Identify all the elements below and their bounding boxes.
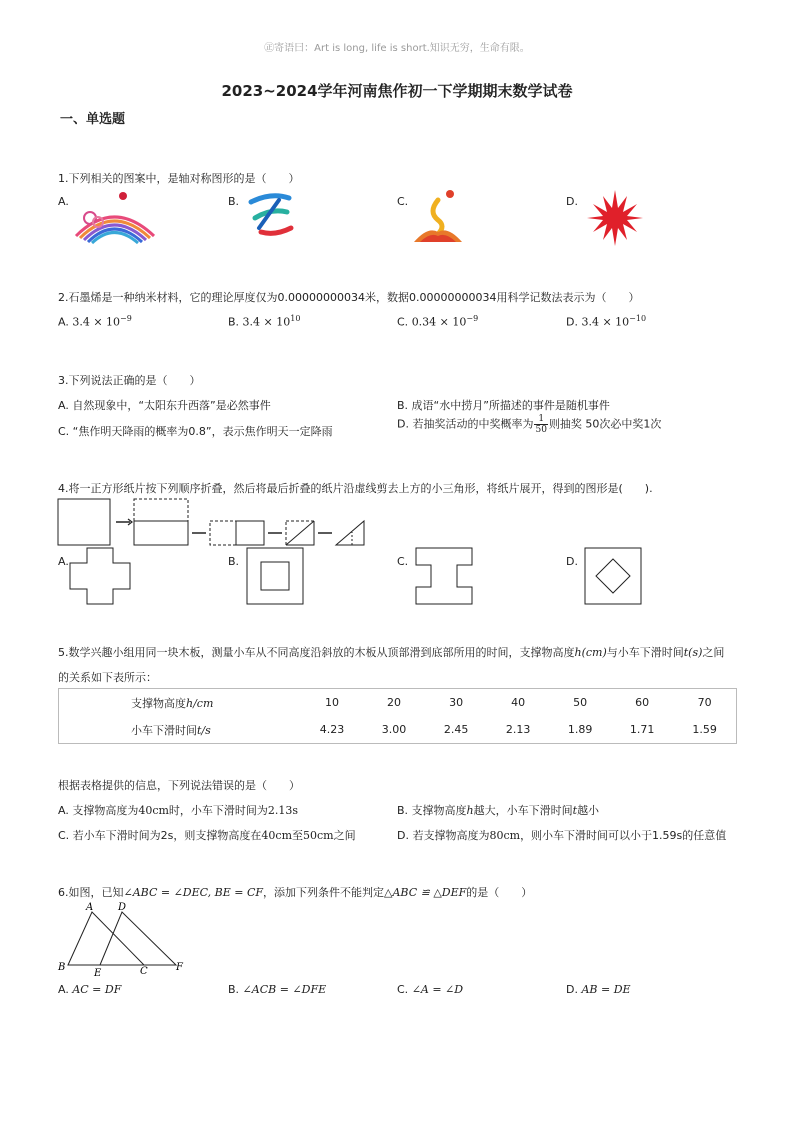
table-cell: 1.89 xyxy=(567,723,593,736)
q5-option-a[interactable] xyxy=(58,802,298,818)
q5-option-b[interactable] xyxy=(397,802,599,818)
option-label: C. xyxy=(397,983,409,996)
q4-option-b-square-frame-shape xyxy=(246,547,304,605)
q2-option-a-exp: −9 xyxy=(120,314,132,323)
table-cell: 2.13 xyxy=(505,723,531,736)
fig-label-d: D xyxy=(118,902,127,913)
q2-option-a-label: A. xyxy=(58,315,69,329)
q2-option-b-label: B. xyxy=(228,315,240,329)
option-text: 时，小车下滑时间为 xyxy=(168,804,268,817)
option-math: 50cm xyxy=(303,829,334,842)
option-text: B. 支撑物高度 xyxy=(397,804,467,817)
page-title: 2023~2024学年河南焦作初一下学期期末数学试卷 xyxy=(221,82,573,100)
table-cell: 50 xyxy=(573,696,588,709)
q4-option-d-diamond-in-square-shape xyxy=(584,547,642,605)
row-label-text: 小车下滑时间 xyxy=(131,723,197,737)
table-row xyxy=(59,689,737,717)
q5-h-unit: h(cm) xyxy=(574,646,607,659)
q3-option-d-suffix: 则抽奖 50次必中奖1次 xyxy=(548,417,662,431)
q2-option-c-base: 0.34 × 10 xyxy=(411,315,467,329)
stem-text: ，添加下列条件不能判定 xyxy=(263,886,385,899)
q4-option-c-label[interactable]: C. xyxy=(397,555,409,568)
table-cell: 60 xyxy=(635,696,650,709)
row-label-text: 支撑物高度 xyxy=(131,696,186,710)
option-label: B. xyxy=(228,983,240,996)
stem-text: 的是（ ） xyxy=(466,886,533,899)
q6-triangle-figure xyxy=(56,900,190,980)
q5-stem-suffix: 之间 xyxy=(702,646,725,659)
q5-question: 根据表格提供的信息，下列说法错误的是（ ） xyxy=(58,779,300,792)
fig-label-c: C xyxy=(140,966,148,977)
q5-stem-middle: 与小车下滑时间 xyxy=(606,646,684,659)
q1-stem: 1.下列相关的图案中，是轴对称图形的是（ ） xyxy=(58,172,300,185)
table-cell: 70 xyxy=(697,696,712,709)
stem-math: △ABC ≌ △DEF xyxy=(384,886,467,899)
option-label: D. xyxy=(566,983,578,996)
option-text: ，则小车下滑时间可以小于1.59s的任意值 xyxy=(520,829,727,842)
q4-option-b-label[interactable]: B. xyxy=(228,555,240,568)
row-label-unit: h/cm xyxy=(186,696,214,710)
option-text: C. 若小车下滑时间为2s，则支撑物高度在 xyxy=(58,829,262,842)
option-math: t xyxy=(572,804,578,817)
q2-option-c[interactable] xyxy=(397,314,478,329)
q1-option-b-label[interactable]: B. xyxy=(228,195,240,208)
option-math: 40cm xyxy=(138,804,169,817)
fig-label-f: F xyxy=(176,962,183,973)
q6-stem xyxy=(58,884,532,900)
q4-option-c-i-beam-shape xyxy=(415,547,473,605)
table-header-height xyxy=(59,689,302,717)
q1-image-c-torch-logo xyxy=(410,186,466,244)
fig-label-b: B xyxy=(58,962,66,973)
q2-option-a[interactable] xyxy=(58,314,132,329)
table-cell: 1.71 xyxy=(629,723,655,736)
q5-option-d[interactable] xyxy=(397,827,726,843)
table-cell: 1.59 xyxy=(692,723,717,736)
option-math: AB = DE xyxy=(581,983,631,996)
table-cell: 20 xyxy=(387,696,402,709)
q1-image-b-winter-logo xyxy=(243,188,297,242)
option-text: D. 若支撑物高度为 xyxy=(397,829,490,842)
option-text: A. 支撑物高度为 xyxy=(58,804,139,817)
table-cell: 3.00 xyxy=(381,723,407,736)
watermark: ㊣寄语曰：Art is long, life is short.知识无穷，生命有限。 xyxy=(264,43,530,54)
fraction-denominator: 50 xyxy=(535,425,547,435)
q1-option-c-label[interactable]: C. xyxy=(397,195,409,208)
option-math: 80cm xyxy=(489,829,521,842)
q5-data-table xyxy=(58,688,737,744)
q2-option-d[interactable] xyxy=(566,314,646,329)
q4-folding-steps-figure xyxy=(56,496,376,548)
option-text: 越大，小车下滑时间 xyxy=(473,804,573,817)
table-header-time xyxy=(59,716,302,744)
option-math: h xyxy=(466,804,474,817)
q3-option-c[interactable]: C. “焦作明天降雨的概率为0.8”，表示焦作明天一定降雨 xyxy=(58,425,333,438)
stem-math: ∠ABC = ∠DEC, BE = CF xyxy=(123,886,264,899)
option-text: 至 xyxy=(292,829,303,842)
q3-option-b[interactable]: B. 成语“水中捞月”所描述的事件是随机事件 xyxy=(397,399,610,412)
q1-option-d-label[interactable]: D. xyxy=(566,195,578,208)
q2-option-b-exp: 10 xyxy=(290,314,301,323)
table-cell: 4.23 xyxy=(319,723,345,736)
q2-option-d-label: D. xyxy=(566,315,578,329)
q2-option-d-base: 3.4 × 10 xyxy=(581,315,630,329)
q1-image-d-red-star xyxy=(585,188,645,248)
q4-stem: 4.将一正方形纸片按下列顺序折叠，然后将最后折叠的纸片沿虚线剪去上方的小三角形，将纸片展开，得到的图形是( ). xyxy=(58,482,653,495)
fig-label-a: A xyxy=(86,902,94,913)
q6-option-b[interactable] xyxy=(228,983,326,996)
option-label: A. xyxy=(58,983,69,996)
q4-option-d-label[interactable]: D. xyxy=(566,555,578,568)
q1-image-a-rainbow-logo xyxy=(70,188,160,246)
row-label-unit: t/s xyxy=(197,723,211,737)
q3-option-d[interactable] xyxy=(397,414,661,435)
q5-stem-line1 xyxy=(58,644,724,660)
q3-stem: 3.下列说法正确的是（ ） xyxy=(58,374,201,387)
q5-stem-line2: 的关系如下表所示： xyxy=(58,671,157,684)
q3-option-d-fraction xyxy=(534,414,547,435)
fig-label-e: E xyxy=(94,968,102,979)
option-math: 40cm xyxy=(261,829,292,842)
q3-option-d-prefix: D. 若抽奖活动的中奖概率为 xyxy=(397,417,534,431)
q5-stem-prefix: 5.数学兴趣小组用同一块木板，测量小车从不同高度沿斜放的木板从顶部滑到底部所用的时间，支撑物高度 xyxy=(58,646,575,659)
q2-option-d-exp: −10 xyxy=(629,314,647,323)
stem-text: 6.如图，已知 xyxy=(58,886,124,899)
q2-option-c-exp: −9 xyxy=(466,314,479,323)
q6-option-a[interactable] xyxy=(58,983,121,996)
option-text: 之间 xyxy=(333,829,356,842)
section-heading: 一、单选题 xyxy=(60,112,126,127)
q6-option-c[interactable] xyxy=(397,983,463,996)
q4-option-a-label[interactable]: A. xyxy=(58,555,69,568)
option-text: 越小 xyxy=(577,804,600,817)
q2-option-a-base: 3.4 × 10 xyxy=(72,315,121,329)
q5-t-unit: t(s) xyxy=(683,646,703,659)
q3-option-a[interactable]: A. 自然现象中，“太阳东升西落”是必然事件 xyxy=(58,399,271,412)
q2-option-b[interactable] xyxy=(228,314,300,329)
option-math: AC = DF xyxy=(72,983,122,996)
option-math: ∠A = ∠D xyxy=(411,983,464,996)
table-cell: 40 xyxy=(511,696,526,709)
q2-option-b-base: 3.4 × 10 xyxy=(242,315,291,329)
table-row xyxy=(59,716,737,744)
table-cell: 10 xyxy=(325,696,340,709)
q2-option-c-label: C. xyxy=(397,315,409,329)
q6-option-d[interactable] xyxy=(566,983,631,996)
fraction-numerator: 1 xyxy=(534,414,547,425)
option-math: 2.13s xyxy=(267,804,299,817)
option-math: ∠ACB = ∠DFE xyxy=(242,983,327,996)
q2-stem: 2.石墨烯是一种纳米材料，它的理论厚度仅为0.00000000034米，数据0.00000000034用科学记数法表示为（ ） xyxy=(58,291,640,304)
q1-option-a-label[interactable]: A. xyxy=(58,195,69,208)
q5-option-c[interactable] xyxy=(58,827,356,843)
table-cell: 30 xyxy=(449,696,464,709)
table-cell: 2.45 xyxy=(443,723,469,736)
q4-option-a-cross-shape xyxy=(69,547,131,605)
